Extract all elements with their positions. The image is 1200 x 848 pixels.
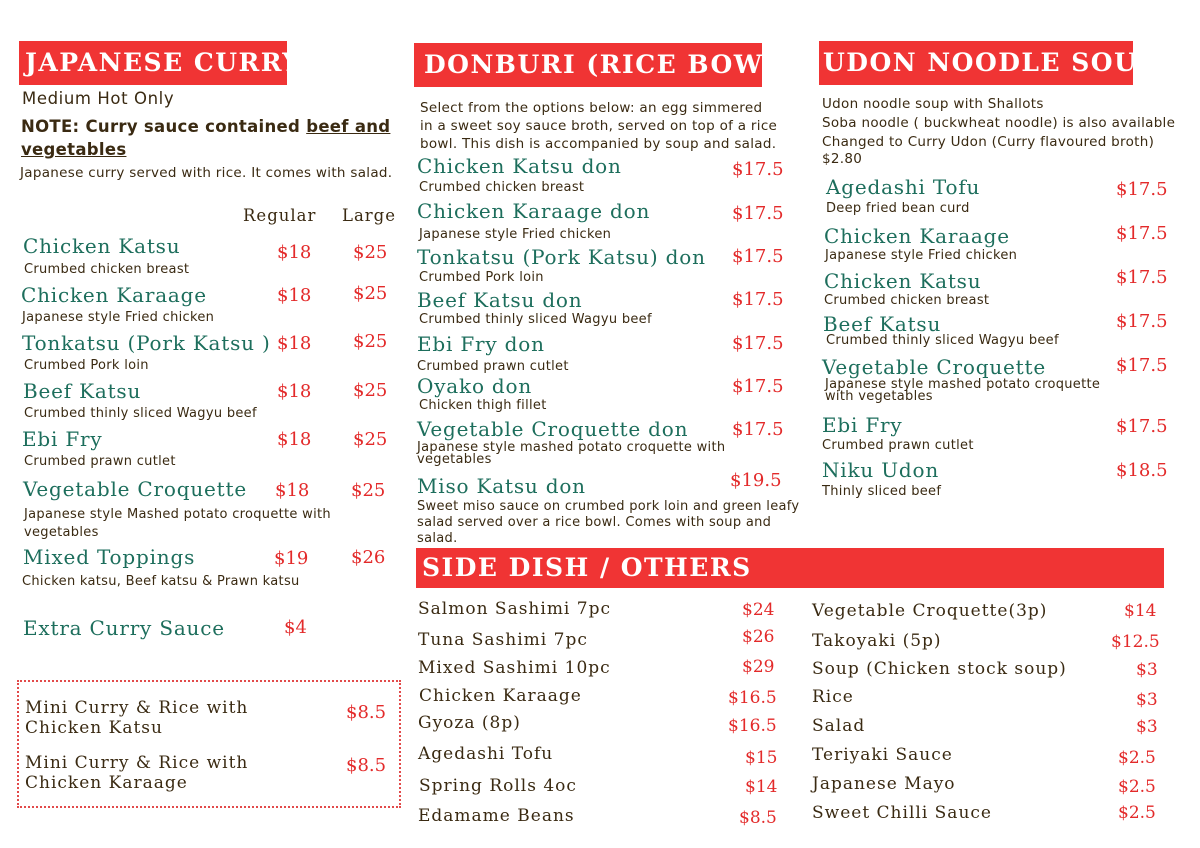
curry-item-desc: Crumbed Pork loin [24, 358, 149, 373]
curry-item-large-price: $25 [353, 283, 388, 304]
side-item-price: $12.5 [1111, 632, 1160, 652]
side-item-name: Soup (Chicken stock soup) [812, 659, 1067, 679]
udon-item-desc: Crumbed chicken breast [824, 293, 990, 308]
udon-item-price: $17.5 [1116, 416, 1168, 437]
side-item-price: $2.5 [1118, 777, 1156, 797]
mini-curry-line2: Chicken Katsu [25, 718, 163, 738]
curry-subtitle: Medium Hot Only [22, 89, 175, 108]
mini-curry-line1: Mini Curry & Rice with [25, 698, 249, 718]
udon-item-desc: Japanese style Fried chicken [825, 248, 1018, 263]
curry-item-desc: Japanese style Fried chicken [22, 310, 215, 325]
donburi-item-name: Tonkatsu (Pork Katsu) don [417, 245, 706, 269]
side-item-name: Salad [812, 716, 866, 736]
donburi-item-desc: Japanese style mashed potato croquette with vegetables [417, 440, 726, 467]
curry-note-text: NOTE: Curry sauce contained [21, 117, 301, 136]
curry-item-name: Beef Katsu [23, 379, 142, 403]
curry-item-regular-price: $18 [277, 242, 312, 263]
side-item-price: $16.5 [728, 716, 777, 736]
udon-item-price: $17.5 [1116, 267, 1168, 288]
udon-item-desc: Deep fried bean curd [826, 201, 970, 216]
curry-col-regular: Regular [243, 206, 317, 225]
donburi-item-name: Vegetable Croquette don [417, 417, 689, 441]
side-item-price: $14 [745, 777, 778, 797]
donburi-item-name: Ebi Fry don [417, 332, 545, 356]
side-item-name: Takoyaki (5p) [812, 631, 942, 651]
udon-item-name: Niku Udon [822, 458, 940, 482]
curry-item-regular-price: $19 [274, 548, 309, 569]
mini-curry-name [25, 698, 285, 738]
curry-item-regular-price: $18 [275, 480, 310, 501]
mini-curry-line2: Chicken Karaage [25, 773, 188, 793]
donburi-item-desc: Crumbed prawn cutlet [417, 359, 569, 374]
donburi-item-price: $19.5 [730, 470, 782, 491]
side-item-name: Spring Rolls 4oc [419, 776, 577, 796]
curry-item-large-price: $26 [351, 547, 386, 568]
donburi-item-price: $17.5 [732, 246, 784, 267]
donburi-item-name: Beef Katsu don [417, 288, 583, 312]
donburi-section-title: DONBURI (RICE BOWL) [414, 43, 762, 87]
curry-col-large: Large [342, 206, 397, 225]
side-item-price: $3 [1136, 690, 1158, 710]
udon-item-name: Vegetable Croquette [822, 355, 1046, 379]
side-item-name: Gyoza (8p) [418, 713, 521, 733]
mini-curry-line1: Mini Curry & Rice with [25, 753, 249, 773]
donburi-item-price: $17.5 [732, 419, 784, 440]
udon-intro-line: Udon noodle soup with Shallots [822, 96, 1044, 112]
curry-item-desc: Crumbed prawn cutlet [24, 454, 176, 469]
udon-item-price: $18.5 [1116, 460, 1168, 481]
curry-item-desc: Japanese style Mashed potato croquette with vegetables [24, 507, 331, 540]
side-item-name: Agedashi Tofu [418, 744, 554, 764]
donburi-item-price: $17.5 [732, 203, 784, 224]
udon-item-name: Chicken Katsu [824, 269, 982, 293]
curry-item-regular-price: $18 [277, 333, 312, 354]
mini-curry-name [25, 753, 285, 793]
curry-item-name: Vegetable Croquette [23, 477, 247, 501]
donburi-intro [420, 99, 800, 153]
curry-item-name: Chicken Katsu [23, 234, 181, 258]
curry-item-desc: Crumbed chicken breast [24, 262, 190, 277]
side-item-name: Mixed Sashimi 10pc [418, 658, 611, 678]
curry-item-name: Mixed Toppings [23, 545, 196, 569]
udon-item-name: Beef Katsu [823, 312, 942, 336]
udon-item-name: Ebi Fry [822, 413, 903, 437]
curry-item-regular-price: $18 [277, 285, 312, 306]
curry-item-large-price: $25 [353, 331, 388, 352]
side-item-price: $26 [742, 627, 775, 647]
donburi-intro-line: Select from the options below: an egg simmered [420, 100, 763, 116]
donburi-intro-line: in a sweet soy sauce broth, served on top of a rice [420, 118, 778, 134]
udon-item-desc: Crumbed prawn cutlet [822, 438, 974, 453]
curry-item-desc: Crumbed thinly sliced Wagyu beef [24, 406, 257, 421]
side-item-name: Tuna Sashimi 7pc [418, 630, 588, 650]
side-item-name: Edamame Beans [418, 806, 575, 826]
extra-curry-sauce-price: $4 [284, 617, 307, 638]
donburi-item-desc: Sweet miso sauce on crumbed pork loin and green leafy salad served over a rice bowl. Comes with soup and salad. [417, 499, 800, 546]
side-item-price: $8.5 [739, 808, 777, 828]
side-item-name: Teriyaki Sauce [812, 745, 953, 765]
donburi-item-name: Miso Katsu don [417, 474, 586, 498]
udon-item-name: Agedashi Tofu [826, 175, 981, 199]
donburi-item-desc: Crumbed Pork loin [419, 270, 544, 285]
curry-item-name: Tonkatsu (Pork Katsu ) [22, 331, 271, 355]
mini-curry-price: $8.5 [346, 702, 387, 723]
udon-item-desc: Crumbed thinly sliced Wagyu beef [826, 333, 1059, 348]
side-item-price: $14 [1124, 601, 1157, 621]
donburi-item-desc: Crumbed thinly sliced Wagyu beef [419, 312, 652, 327]
side-item-price: $3 [1136, 660, 1158, 680]
udon-item-price: $17.5 [1116, 311, 1168, 332]
curry-item-large-price: $25 [353, 242, 388, 263]
curry-item-large-price: $25 [353, 380, 388, 401]
side-item-price: $2.5 [1118, 748, 1156, 768]
udon-item-price: $17.5 [1116, 179, 1168, 200]
udon-intro [822, 95, 1192, 169]
curry-note-emph: beef and [306, 117, 391, 136]
side-section-title: SIDE DISH / OTHERS [416, 548, 1164, 588]
curry-intro: Japanese curry served with rice. It comes with salad. [20, 165, 393, 181]
curry-note-emph2: vegetables [21, 140, 127, 159]
donburi-item-price: $17.5 [732, 159, 784, 180]
curry-item-desc: Chicken katsu, Beef katsu & Prawn katsu [22, 574, 300, 589]
curry-item-large-price: $25 [351, 480, 386, 501]
udon-item-name: Chicken Karaage [824, 224, 1010, 248]
curry-item-name: Chicken Karaage [21, 283, 207, 307]
side-item-price: $29 [742, 657, 775, 677]
udon-item-desc: Japanese style mashed potato croquette with vegetables [825, 377, 1101, 404]
side-item-name: Chicken Karaage [419, 686, 582, 706]
udon-item-price: $17.5 [1116, 355, 1168, 376]
donburi-item-desc: Crumbed chicken breast [419, 180, 585, 195]
mini-curry-price: $8.5 [346, 755, 387, 776]
curry-item-large-price: $25 [353, 429, 388, 450]
donburi-item-name: Oyako don [417, 374, 533, 398]
udon-intro-line: $2.80 [822, 151, 863, 167]
side-item-name: Vegetable Croquette(3p) [812, 601, 1048, 621]
side-item-price: $16.5 [728, 688, 777, 708]
side-item-price: $24 [742, 600, 775, 620]
side-item-name: Rice [812, 687, 854, 707]
side-item-name: Sweet Chilli Sauce [812, 803, 992, 823]
donburi-item-price: $17.5 [732, 289, 784, 310]
side-item-name: Japanese Mayo [812, 774, 956, 794]
udon-intro-line: Soba noodle ( buckwheat noodle) is also available [822, 115, 1176, 131]
donburi-item-desc: Japanese style Fried chicken [419, 227, 612, 242]
donburi-item-name: Chicken Karaage don [417, 199, 651, 223]
curry-item-regular-price: $18 [277, 429, 312, 450]
curry-item-name: Ebi Fry [22, 427, 103, 451]
side-item-price: $2.5 [1118, 803, 1156, 823]
side-item-price: $3 [1136, 717, 1158, 737]
extra-curry-sauce-name: Extra Curry Sauce [23, 616, 225, 640]
curry-section-title: JAPANESE CURRY [19, 41, 287, 85]
curry-item-regular-price: $18 [277, 381, 312, 402]
side-item-price: $15 [745, 748, 778, 768]
donburi-intro-line: bowl. This dish is accompanied by soup and salad. [420, 136, 777, 152]
udon-item-desc: Thinly sliced beef [822, 484, 942, 499]
udon-intro-line: Changed to Curry Udon (Curry flavoured broth) [822, 134, 1155, 150]
side-item-name: Salmon Sashimi 7pc [418, 599, 611, 619]
curry-note [21, 115, 401, 161]
udon-item-price: $17.5 [1116, 223, 1168, 244]
donburi-item-name: Chicken Katsu don [417, 154, 622, 178]
udon-section-title: UDON NOODLE SOUP [819, 41, 1133, 85]
donburi-item-price: $17.5 [732, 376, 784, 397]
donburi-item-desc: Chicken thigh fillet [419, 398, 547, 413]
donburi-item-price: $17.5 [732, 333, 784, 354]
